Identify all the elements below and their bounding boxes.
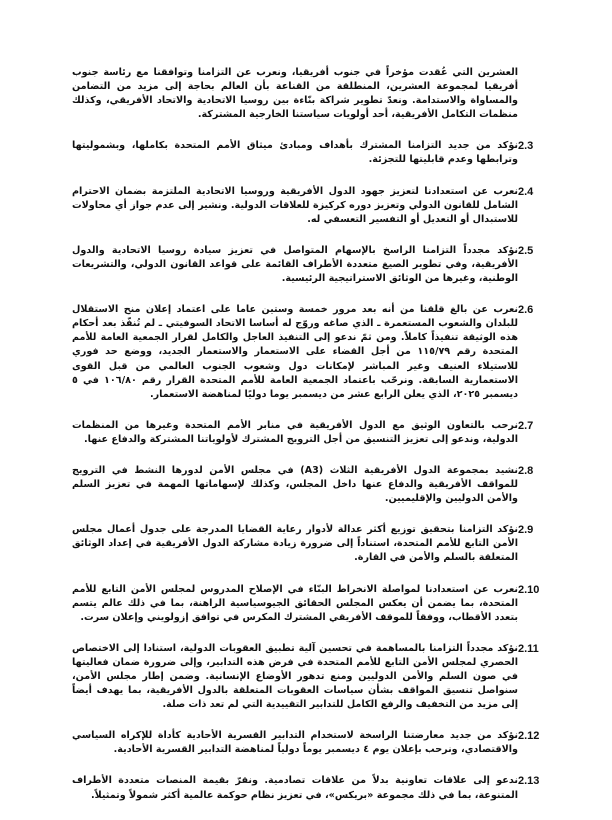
paragraph-2-6: [72, 303, 542, 402]
paragraph-number: 2.9: [518, 524, 534, 537]
paragraph-number: 2.10: [518, 583, 540, 596]
paragraph-text: ندعو إلى علاقات تعاونية بدلاً من علاقات تصادمية. ونقرّ بقيمة المنصات متعددة الأطراف المتنوعة، بما في ذلك مجموعة «بريكس»، في تعزيز نظام حوكمة عالمية أكثر شمولاً وتمثيلاً.: [72, 775, 518, 801]
paragraph-number: 2.11: [518, 642, 539, 655]
paragraph-text: نعرب عن بالغ قلقنا من أنه بعد مرور خمسة وستين عاما على اعتماد إعلان منح الاستقلال للبلدان والشعوب المستعمرة ـ الذي صاغه وروّج له أساسا الاتحاد السوفيتي ـ لم تُنفّذ بعد أحكام هذه الوثيقة تنفيذاً كاملاً. ومن ثمّ ندعو إلى التنفيذ العاجل والكامل لقرار الجمعية العامة للأمم المتحدة رقم ١١٥/٧٩ من أجل القضاء على الاستعمار والاستعمار الجديد، ووضع حد فوري للاستيلاء العنيف وغير المباشر لإمكانات دول وشعوب الجنوب العالمي من قبل القوى الاستعمارية السابقة. ونرحّب باعتماد الجمعية العامة للأمم المتحدة القرار رقم ١٠٦/٨٠ في ٥ ديسمبر ٢٠٢٥، الذي يعلن الرابع عشر من ديسمبر يوما دوليًا لمناهضة الاستعمار.: [72, 304, 519, 400]
paragraph-number: 2.4: [518, 185, 534, 198]
paragraph-text: نؤكد من جديد معارضتنا الراسخة لاستخدام التدابير القسرية الأحادية كأداة للإكراه السياسي والاقتصادي، ونرحب بإعلان يوم ٤ ديسمبر يوماً دولياً لمناهضة التدابير القسرية الأحادية.: [72, 730, 518, 756]
paragraph-text: نؤكد مجدداً التزامنا بالمساهمة في تحسين آلية تطبيق العقوبات الدولية، استنادا إلى الاختصاص الحصري لمجلس الأمن التابع للأمم المتحدة في فرض هذه التدابير، وإلى ضرورة ضمان فعاليتها في صون السلم والأمن الدوليين ومنع تدهور الأوضاع الإنسانية. وضمن إطار مجلس الأمن، سنواصل تنسيق المواقف بشأن سياسات العقوبات المتعلقة بالدول الأفريقية، بما يهدف أيضاً إلى مزيد من التخفيف والرفع الكامل للتدابير التقييدية التي لم تعد ذات صلة.: [72, 642, 518, 711]
paragraph-number: 2.6: [518, 304, 534, 317]
paragraph-number: 2.3: [518, 140, 534, 153]
lead-paragraph: العشرين التي عُقدت مؤخراً في جنوب أفريقيا، ونعرب عن التزامنا وتوافقنا مع رئاسة جنوب أفريقيا لمجموعة العشرين، المنطلقة من القناعة بأن العالم بحاجة إلى مزيد من التضامن والمساواة والاستدامة. ونعدّ تطوير شراكة بنّاءة بين روسيا الاتحادية والاتحاد الأفريقي، وكذلك منظمات التكامل الأفريقية، أحد أولويات سياستنا الخارجية المشتركة.: [72, 67, 518, 121]
paragraph-text: نؤكد من جديد التزامنا المشترك بأهداف ومبادئ ميثاق الأمم المتحدة بكاملها، وبشموليتها وترابطها وعدم قابليتها للتجزئة.: [72, 140, 518, 166]
paragraph-text: نعرب عن استعدادنا لمواصلة الانخراط البنّاء في الإصلاح المدروس لمجلس الأمن التابع للأمم المتحدة، بما يضمن أن يعكس المجلس الحقائق الجيوسياسية الراهنة، بما في ذلك عالم يتسم بتعدد الأقطاب، ووفقاً للموقف الأفريقي المشترك المكرس في توافق إزولويني وإعلان سرت.: [72, 583, 518, 623]
document-page: [72, 66, 542, 820]
paragraph-number: 2.7: [518, 419, 534, 432]
paragraph-2-4: [72, 185, 542, 227]
paragraph-2-13: [72, 774, 542, 802]
paragraph-2-8: [72, 464, 542, 506]
paragraph-2-9: [72, 523, 542, 565]
paragraph-2-3: [72, 139, 542, 167]
paragraph-2-11: [72, 642, 542, 712]
paragraph-2-7: [72, 419, 542, 447]
paragraph-number: 2.12: [518, 730, 540, 743]
paragraph-number: 2.13: [518, 775, 540, 788]
paragraph-text: نشيد بمجموعة الدول الأفريقية الثلاث (A3) في مجلس الأمن لدورها النشط في الترويج للمواقف الأفريقية والدفاع عنها داخل المجلس، وكذلك لإسهاماتها المهمة في تعزيز السلم والأمن الدوليين والإقليميين.: [72, 464, 518, 505]
paragraph-2-10: [72, 583, 542, 625]
paragraph-number: 2.5: [518, 244, 534, 257]
paragraph-text: نعرب عن استعدادنا لتعزيز جهود الدول الأفريقية وروسيا الاتحادية الملتزمة بضمان الاحترام الشامل للقانون الدولي وتعزيز دوره كركيزة للعلاقات الدولية. ونشير إلى عدم جواز أي محاولات للاستبدال أو التعديل أو التفسير التعسفي له.: [72, 185, 518, 225]
paragraph-text: نؤكد التزامنا بتحقيق توزيع أكثر عدالة لأدوار رعاية القضايا المدرجة على جدول أعمال مجلس الأمن التابع للأمم المتحدة، استناداً إلى ضرورة زيادة مشاركة الدول الأفريقية في إعداد الوثائق المتعلقة بالسلم والأمن في القارة.: [72, 524, 518, 564]
paragraph-2-5: [72, 244, 542, 286]
paragraph-text: نؤكد مجدداً التزامنا الراسخ بالإسهام المتواصل في تعزيز سيادة روسيا الاتحادية والدول الأفريقية، وفي تطوير الصيغ متعددة الأطراف القائمة على قواعد القانون الدولي، والتشريعات الوطنية، وغيرها من الوثائق الاستراتيجية الرئيسية.: [72, 244, 518, 285]
paragraph-2-12: [72, 729, 542, 757]
paragraph-text: نرحب بالتعاون الوثيق مع الدول الأفريقية في منابر الأمم المتحدة وغيرها من المنظمات الدولية، وندعو إلى تعزيز التنسيق من أجل الترويج المشترك لأولوياتنا المشتركة والدفاع عنها.: [72, 419, 518, 445]
paragraph-number: 2.8: [518, 464, 534, 477]
